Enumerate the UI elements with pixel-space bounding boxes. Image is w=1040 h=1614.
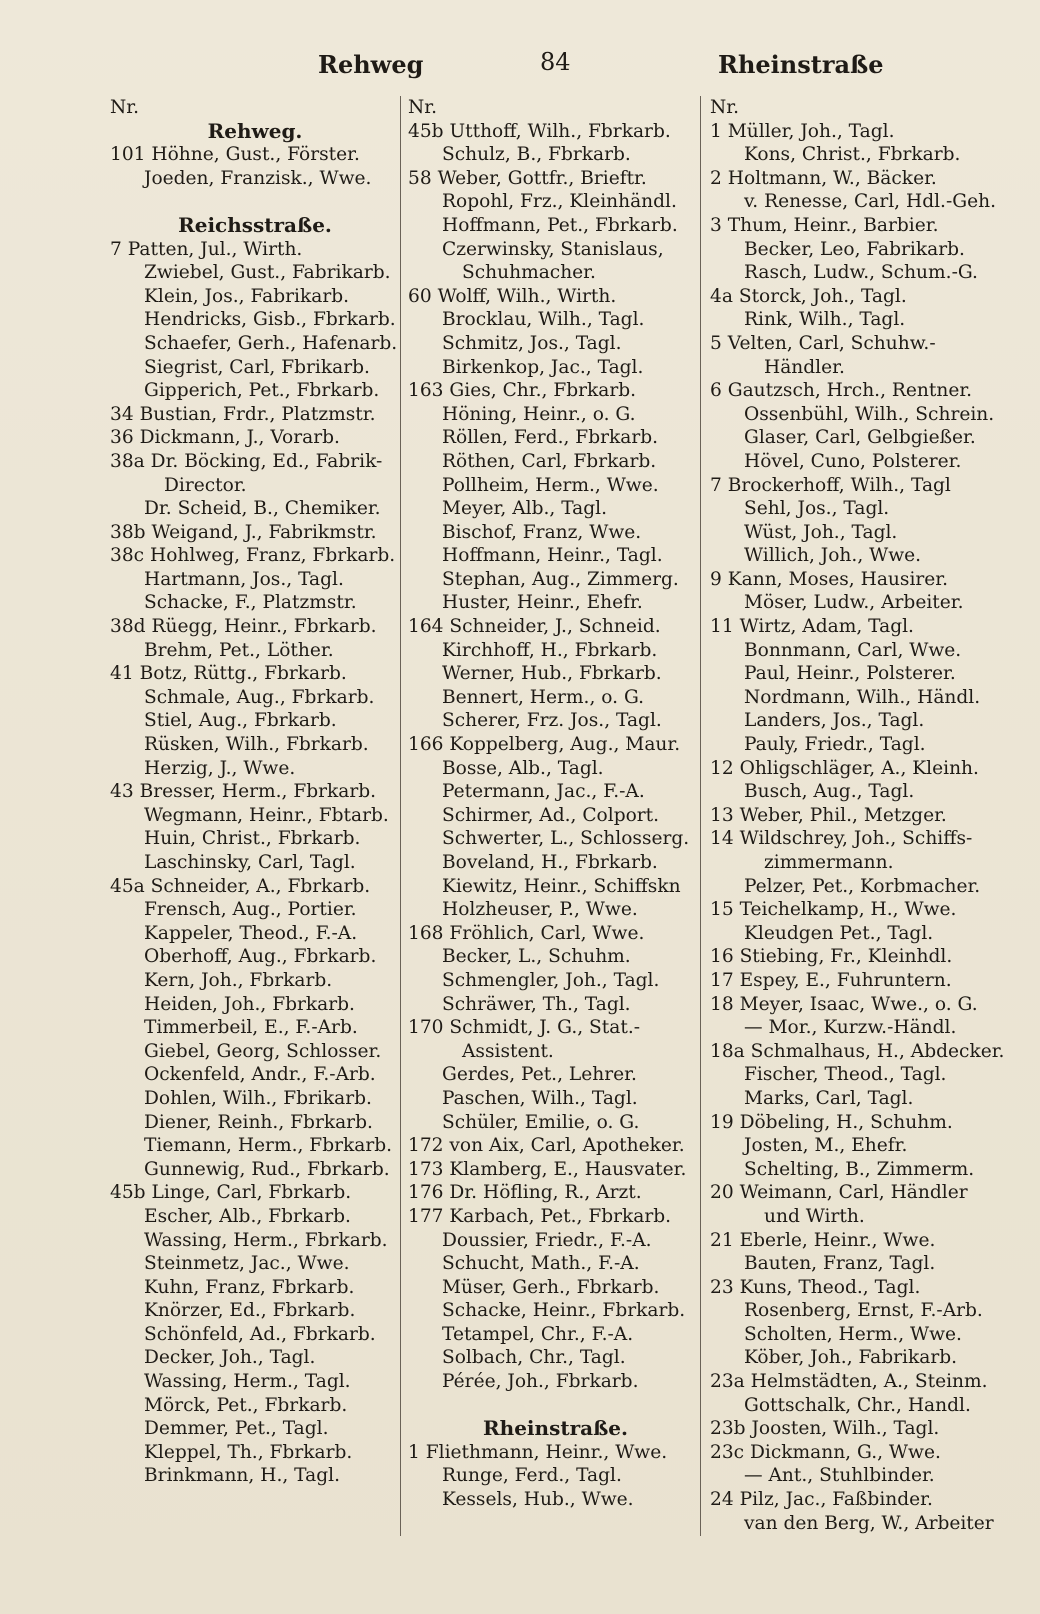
- directory-entry: Becker, L., Schuhm.: [442, 946, 631, 968]
- directory-entry: Kappeler, Theod., F.-A.: [144, 922, 358, 944]
- directory-entry: Tetampel, Chr., F.-A.: [442, 1323, 634, 1345]
- directory-entry: Paschen, Wilh., Tagl.: [442, 1087, 638, 1109]
- directory-entry: 101 Höhne, Gust., Förster.: [110, 144, 360, 166]
- directory-entry: Director.: [164, 474, 247, 496]
- directory-entry: 11 Wirtz, Adam, Tagl.: [710, 616, 914, 638]
- directory-column-2: [408, 96, 703, 1512]
- directory-entry: Werner, Hub., Fbrkarb.: [442, 663, 662, 685]
- directory-entry: Laschinsky, Carl, Tagl.: [144, 852, 356, 873]
- directory-entry: Paul, Heinr., Polsterer.: [744, 663, 956, 685]
- directory-entry: Höning, Heinr., o. G.: [442, 403, 636, 425]
- directory-column-3: [710, 96, 1010, 1535]
- directory-entry: Schwerter, L., Schlosserg.: [442, 828, 690, 850]
- directory-entry: Wassing, Herm., Fbrkarb.: [144, 1229, 388, 1251]
- directory-entry: Scholten, Herm., Wwe.: [744, 1323, 962, 1345]
- directory-entry: Bauten, Franz, Tagl.: [744, 1253, 936, 1275]
- directory-entry: Petermann, Jac., F.-A.: [442, 781, 645, 803]
- directory-entry: Bosse, Alb., Tagl.: [442, 757, 604, 779]
- directory-entry: Schräwer, Th., Tagl.: [442, 993, 631, 1015]
- directory-entry: 34 Bustian, Frdr., Platzmstr.: [110, 403, 376, 425]
- directory-entry: Rasch, Ludw., Schum.-G.: [744, 262, 978, 284]
- directory-entry: 23 Kuns, Theod., Tagl.: [710, 1276, 921, 1298]
- directory-entry: Schelting, B., Zimmerm.: [744, 1158, 975, 1180]
- directory-entry: Gunnewig, Rud., Fbrkarb.: [144, 1158, 390, 1180]
- directory-entry: Meyer, Alb., Tagl.: [442, 498, 608, 520]
- directory-entry: Assistent.: [462, 1040, 554, 1062]
- directory-entry: 38b Weigand, J., Fabrikmstr.: [110, 521, 377, 543]
- directory-entry: Hendricks, Gisb., Fbrkarb.: [144, 309, 396, 331]
- directory-entry: Diener, Reinh., Fbrkarb.: [144, 1111, 373, 1133]
- directory-entry: Steinmetz, Jac., Wwe.: [144, 1253, 350, 1275]
- directory-entry: Fischer, Theod., Tagl.: [744, 1064, 947, 1086]
- directory-entry: Doussier, Friedr., F.-A.: [442, 1229, 652, 1251]
- directory-entry: Zwiebel, Gust., Fabrikarb.: [144, 262, 391, 284]
- directory-entry: Hoffmann, Pet., Fbrkarb.: [442, 214, 678, 236]
- directory-entry: Schirmer, Ad., Colport.: [442, 804, 660, 826]
- directory-entry: Heiden, Joh., Fbrkarb.: [144, 993, 355, 1015]
- directory-entry: Runge, Ferd., Tagl.: [442, 1465, 622, 1487]
- directory-entry: 4a Storck, Joh., Tagl.: [710, 285, 907, 307]
- street-heading: Reichsstraße.: [178, 212, 332, 237]
- directory-entry: Landers, Jos., Tagl.: [744, 710, 925, 732]
- directory-entry: 13 Weber, Phil., Metzger.: [710, 804, 947, 826]
- directory-entry: Schmengler, Joh., Tagl.: [442, 969, 660, 991]
- directory-entry: 38d Rüegg, Heinr., Fbrkarb.: [110, 616, 377, 638]
- directory-entry: Schaefer, Gerh., Hafenarb.: [144, 332, 398, 354]
- spacer: [408, 1394, 703, 1418]
- directory-entry: Stephan, Aug., Zimmerg.: [442, 568, 679, 590]
- directory-entry: Gottschalk, Chr., Handl.: [744, 1394, 971, 1416]
- directory-entry: Siegrist, Carl, Fbrikarb.: [144, 356, 370, 378]
- directory-entry: Schönfeld, Ad., Fbrkarb.: [144, 1323, 376, 1345]
- directory-entry: Busch, Aug., Tagl.: [744, 781, 915, 803]
- header-street-left: Rehweg: [318, 50, 424, 79]
- directory-entry: Dohlen, Wilh., Fbrikarb.: [144, 1087, 372, 1109]
- directory-entry: 173 Klamberg, E., Hausvater.: [408, 1158, 687, 1180]
- directory-entry: 6 Gautzsch, Hrch., Rentner.: [710, 380, 973, 402]
- directory-entry: Kons, Christ., Fbrkarb.: [744, 144, 961, 166]
- directory-entry: Schulz, B., Fbrkarb.: [442, 144, 631, 166]
- directory-entry: 45b Linge, Carl, Fbrkarb.: [110, 1182, 352, 1204]
- directory-entry: 19 Döbeling, H., Schuhm.: [710, 1111, 953, 1133]
- directory-entry: Pelzer, Pet., Korbmacher.: [744, 875, 981, 897]
- directory-entry: 45b Utthoff, Wilh., Fbrkarb.: [408, 120, 671, 142]
- directory-entry: Ockenfeld, Andr., F.-Arb.: [144, 1064, 376, 1086]
- directory-entry: Bonnmann, Carl, Wwe.: [744, 639, 962, 661]
- directory-entry: 38c Hohlweg, Franz, Fbrkarb.: [110, 545, 396, 567]
- directory-entry: Köber, Joh., Fabrikarb.: [744, 1347, 958, 1369]
- directory-entry: 23c Dickmann, G., Wwe.: [710, 1441, 941, 1463]
- directory-entry: 172 von Aix, Carl, Apotheker.: [408, 1135, 685, 1157]
- column-heading: Nr.: [110, 97, 140, 118]
- directory-entry: 58 Weber, Gottfr., Brieftr.: [408, 167, 647, 189]
- directory-entry: 23b Joosten, Wilh., Tagl.: [710, 1418, 940, 1440]
- directory-entry: Frensch, Aug., Portier.: [144, 899, 357, 921]
- directory-entry: Timmerbeil, E., F.-Arb.: [144, 1017, 358, 1039]
- directory-entry: — Ant., Stuhlbinder.: [744, 1465, 935, 1487]
- page-number: 84: [540, 48, 571, 76]
- directory-entry: Kuhn, Franz, Fbrkarb.: [144, 1276, 355, 1298]
- directory-entry: 14 Wildschrey, Joh., Schiffs-: [710, 828, 973, 850]
- directory-entry: Pollheim, Herm., Wwe.: [442, 474, 659, 496]
- directory-entry: 17 Espey, E., Fuhruntern.: [710, 969, 952, 991]
- directory-entry: Knörzer, Ed., Fbrkarb.: [144, 1300, 356, 1322]
- directory-entry: 1 Müller, Joh., Tagl.: [710, 120, 895, 142]
- directory-entry: Kleudgen Pet., Tagl.: [744, 922, 934, 944]
- directory-entry: Kirchhoff, H., Fbrkarb.: [442, 639, 658, 661]
- directory-entry: Schuhmacher.: [462, 262, 596, 284]
- directory-entry: Giebel, Georg, Schlosser.: [144, 1040, 382, 1062]
- directory-entry: — Mor., Kurzw.-Händl.: [744, 1017, 957, 1039]
- directory-entry: 5 Velten, Carl, Schuhw.-: [710, 332, 936, 354]
- street-heading: Rehweg.: [207, 118, 303, 143]
- directory-entry: Möser, Ludw., Arbeiter.: [744, 592, 964, 614]
- directory-entry: 170 Schmidt, J. G., Stat.-: [408, 1017, 641, 1039]
- column-divider: [400, 96, 401, 1536]
- directory-entry: Hartmann, Jos., Tagl.: [144, 568, 344, 590]
- street-heading: Rheinstraße.: [483, 1416, 628, 1441]
- directory-entry: 24 Pilz, Jac., Faßbinder.: [710, 1489, 933, 1511]
- directory-entry: van den Berg, W., Arbeiter: [744, 1512, 994, 1534]
- directory-entry: Sehl, Jos., Tagl.: [744, 498, 890, 520]
- directory-entry: Wegmann, Heinr., Fbtarb.: [144, 804, 389, 826]
- directory-entry: Rüsken, Wilh., Fbrkarb.: [144, 734, 369, 756]
- directory-entry: 12 Ohligschläger, A., Kleinh.: [710, 757, 979, 779]
- directory-entry: 7 Patten, Jul., Wirth.: [110, 238, 303, 260]
- directory-entry: Bischof, Franz, Wwe.: [442, 521, 642, 543]
- directory-entry: 18a Schmalhaus, H., Abdecker.: [710, 1040, 1005, 1062]
- directory-entry: 16 Stiebing, Fr., Kleinhdl.: [710, 946, 953, 968]
- directory-entry: Pérée, Joh., Fbrkarb.: [442, 1371, 639, 1393]
- directory-entry: Ropohl, Frz., Kleinhändl.: [442, 191, 677, 213]
- directory-entry: Herzig, J., Wwe.: [144, 757, 296, 779]
- directory-entry: zimmermann.: [764, 852, 894, 873]
- directory-entry: 41 Botz, Rüttg., Fbrkarb.: [110, 663, 347, 685]
- directory-entry: 163 Gies, Chr., Fbrkarb.: [408, 380, 637, 402]
- directory-entry: Rink, Wilh., Tagl.: [744, 309, 906, 331]
- directory-entry: Oberhoff, Aug., Fbrkarb.: [144, 946, 377, 968]
- directory-entry: 15 Teichelkamp, H., Wwe.: [710, 899, 957, 921]
- directory-entry: Kessels, Hub., Wwe.: [442, 1489, 634, 1511]
- directory-entry: Brocklau, Wilh., Tagl.: [442, 309, 645, 331]
- directory-entry: Müser, Gerh., Fbrkarb.: [442, 1276, 660, 1298]
- directory-entry: Brinkmann, H., Tagl.: [144, 1465, 340, 1487]
- header-street-right: Rheinstraße: [718, 50, 884, 79]
- directory-column-1: [110, 96, 400, 1488]
- directory-entry: 2 Holtmann, W., Bäcker.: [710, 167, 937, 189]
- directory-entry: Händler.: [764, 356, 845, 378]
- directory-entry: Brehm, Pet., Löther.: [144, 639, 334, 661]
- directory-entry: Kleppel, Th., Fbrkarb.: [144, 1441, 353, 1463]
- directory-entry: Nordmann, Wilh., Händl.: [744, 686, 981, 708]
- directory-entry: 20 Weimann, Carl, Händler: [710, 1182, 968, 1204]
- directory-entry: Röllen, Ferd., Fbrkarb.: [442, 427, 659, 449]
- directory-entry: Schacke, Heinr., Fbrkarb.: [442, 1300, 686, 1322]
- directory-entry: Wüst, Joh., Tagl.: [744, 521, 898, 543]
- directory-entry: Gipperich, Pet., Fbrkarb.: [144, 380, 380, 402]
- directory-entry: Marks, Carl, Tagl.: [744, 1087, 914, 1109]
- directory-entry: 9 Kann, Moses, Hausirer.: [710, 568, 949, 590]
- directory-entry: Scherer, Frz. Jos., Tagl.: [442, 710, 662, 732]
- directory-entry: Ossenbühl, Wilh., Schrein.: [744, 403, 995, 425]
- column-heading: Nr.: [710, 97, 740, 118]
- directory-entry: Czerwinsky, Stanislaus,: [442, 238, 664, 260]
- directory-entry: Schmale, Aug., Fbrkarb.: [144, 686, 375, 708]
- directory-entry: Stiel, Aug., Fbrkarb.: [144, 710, 337, 732]
- directory-entry: Hövel, Cuno, Polsterer.: [744, 450, 962, 472]
- directory-entry: 38a Dr. Böcking, Ed., Fabrik-: [110, 450, 383, 472]
- directory-entry: Bennert, Herm., o. G.: [442, 686, 645, 708]
- directory-entry: und Wirth.: [764, 1205, 865, 1227]
- directory-entry: 166 Koppelberg, Aug., Maur.: [408, 734, 681, 756]
- directory-entry: Gerdes, Pet., Lehrer.: [442, 1064, 637, 1086]
- directory-entry: 36 Dickmann, J., Vorarb.: [110, 427, 340, 449]
- directory-entry: Becker, Leo, Fabrikarb.: [744, 238, 965, 260]
- directory-entry: Demmer, Pet., Tagl.: [144, 1418, 329, 1440]
- directory-entry: Dr. Scheid, B., Chemiker.: [144, 498, 381, 520]
- column-heading: Nr.: [408, 97, 438, 118]
- directory-entry: Kiewitz, Heinr., Schiffskn: [442, 875, 681, 897]
- directory-entry: Schmitz, Jos., Tagl.: [442, 332, 622, 354]
- directory-entry: 18 Meyer, Isaac, Wwe., o. G.: [710, 993, 978, 1015]
- directory-entry: 60 Wolff, Wilh., Wirth.: [408, 285, 617, 307]
- directory-entry: 21 Eberle, Heinr., Wwe.: [710, 1229, 936, 1251]
- directory-entry: 7 Brockerhoff, Wilh., Tagl: [710, 474, 951, 496]
- directory-entry: v. Renesse, Carl, Hdl.-Geh.: [744, 191, 996, 213]
- directory-entry: Solbach, Chr., Tagl.: [442, 1347, 626, 1369]
- directory-entry: Kern, Joh., Fbrkarb.: [144, 969, 333, 991]
- directory-entry: Röthen, Carl, Fbrkarb.: [442, 450, 657, 472]
- spacer: [110, 190, 400, 214]
- directory-entry: 168 Fröhlich, Carl, Wwe.: [408, 922, 645, 944]
- directory-entry: 176 Dr. Höfling, R., Arzt.: [408, 1182, 642, 1204]
- directory-entry: Birkenkop, Jac., Tagl.: [442, 356, 644, 378]
- directory-entry: Josten, M., Ehefr.: [744, 1135, 908, 1157]
- directory-entry: 164 Schneider, J., Schneid.: [408, 616, 661, 638]
- directory-entry: 3 Thum, Heinr., Barbier.: [710, 214, 939, 236]
- directory-entry: Escher, Alb., Fbrkarb.: [144, 1205, 351, 1227]
- directory-entry: Holzheuser, P., Wwe.: [442, 899, 638, 921]
- directory-entry: Willich, Joh., Wwe.: [744, 545, 922, 567]
- directory-entry: 1 Fliethmann, Heinr., Wwe.: [408, 1441, 668, 1463]
- directory-entry: Schüler, Emilie, o. G.: [442, 1111, 640, 1133]
- directory-entry: Huin, Christ., Fbrkarb.: [144, 828, 361, 850]
- directory-entry: Decker, Joh., Tagl.: [144, 1347, 316, 1369]
- directory-entry: Hoffmann, Heinr., Tagl.: [442, 545, 663, 567]
- directory-entry: Tiemann, Herm., Fbrkarb.: [144, 1135, 393, 1157]
- directory-entry: 177 Karbach, Pet., Fbrkarb.: [408, 1205, 672, 1227]
- directory-entry: Pauly, Friedr., Tagl.: [744, 734, 926, 756]
- directory-entry: Schucht, Math., F.-A.: [442, 1253, 640, 1275]
- directory-entry: 23a Helmstädten, A., Steinm.: [710, 1371, 988, 1393]
- directory-entry: Wassing, Herm., Tagl.: [144, 1371, 351, 1393]
- directory-entry: Huster, Heinr., Ehefr.: [442, 592, 643, 614]
- directory-entry: 45a Schneider, A., Fbrkarb.: [110, 875, 371, 897]
- directory-entry: Klein, Jos., Fabrikarb.: [144, 285, 350, 307]
- directory-entry: Rosenberg, Ernst, F.-Arb.: [744, 1300, 983, 1322]
- directory-entry: Mörck, Pet., Fbrkarb.: [144, 1394, 348, 1416]
- directory-entry: Schacke, F., Platzmstr.: [144, 592, 357, 614]
- directory-entry: 43 Bresser, Herm., Fbrkarb.: [110, 781, 377, 803]
- directory-entry: Joeden, Franzisk., Wwe.: [144, 167, 372, 189]
- directory-entry: Glaser, Carl, Gelbgießer.: [744, 427, 976, 449]
- page-header: [0, 44, 1040, 84]
- directory-entry: Boveland, H., Fbrkarb.: [442, 852, 658, 873]
